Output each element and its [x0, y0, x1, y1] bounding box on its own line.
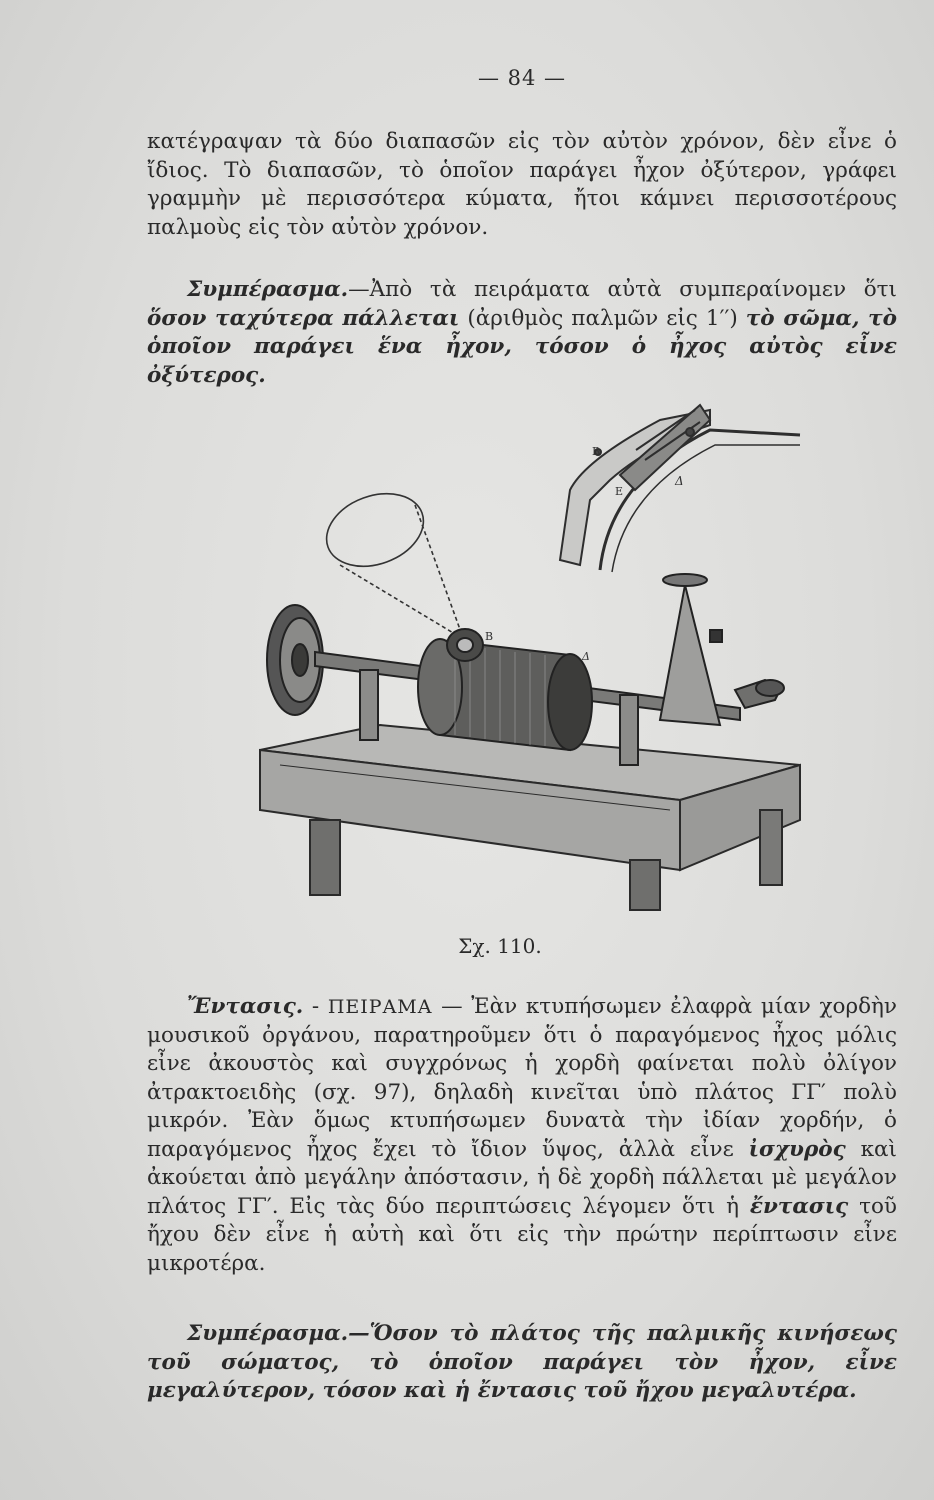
- intensity-separator: -: [303, 994, 328, 1019]
- conclusion-intro: Ἀπὸ τὰ πειράματα αὐτὰ συμπεραίνομεν ὅτι: [369, 277, 897, 302]
- recording-cylinder: [418, 639, 592, 750]
- paragraph-intensity: [147, 993, 897, 1278]
- conclusion-parenthetical: (ἀριθμὸς παλμῶν εἰς 1′′): [459, 305, 746, 331]
- conclusion-label: Συμπέρασμα.: [187, 277, 349, 302]
- funnel-outline: [316, 481, 465, 640]
- label-e: Ε: [615, 485, 624, 498]
- intensity-emphasis: ἔντασις: [749, 1193, 849, 1219]
- label-b: Β: [485, 630, 494, 643]
- conclusion-emphasis-1: ὅσον ταχύτερα πάλλεται: [147, 305, 460, 331]
- conclusion-emphasis-2: τὸ σῶμα, τὸ ὁποῖον παράγει ἕνα ἦχον, τόσον ὁ ἦχος αὐτὸς εἶνε ὀξύτερος.: [147, 305, 897, 388]
- phonograph-illustration: [240, 390, 820, 920]
- intensity-bold-word: ἰσχυρὸς: [748, 1136, 846, 1162]
- intensity-title: Ἔντασις.: [187, 994, 304, 1019]
- label-b-top: Β: [592, 445, 601, 458]
- intensity-text-3: τοῦ ἤχου δὲν εἶνε ἡ αὐτὴ καὶ ὅτι εἰς τὴν πρώτην περίπτωσιν εἶνε μικροτέρα.: [147, 1193, 897, 1276]
- label-d-top: Δ: [675, 474, 684, 488]
- diaphragm: [447, 629, 483, 661]
- stylus-detail-drawing: [560, 405, 800, 572]
- cone-stand: [660, 574, 722, 725]
- figure-caption: Σχ. 110.: [458, 934, 542, 958]
- paragraph-tuning-fork: κατέγραψαν τὰ δύο διαπασῶν εἰς τὸν αὐτὸν χρόνον, δὲν εἶνε ὁ ἴδιος. Τὸ διαπασῶν, τὸ ὁποῖον παράγει ἦχον ὀξύτερον, γράφει γραμμὴν μὲ περισσότερα κύματα, ἤτοι κάμνει περισσοτέρους παλμοὺς εἰς τὸν αὐτὸν χρόνον.: [147, 129, 897, 240]
- experiment-label: ΠΕΙΡΑΜΑ: [327, 996, 433, 1018]
- crank-handle: [735, 680, 784, 708]
- page-number: — 84 —: [477, 66, 567, 90]
- intensity-text-1: — Ἐὰν κτυπήσωμεν ἐλαφρὰ μίαν χορδὴν μουσικοῦ ὀργάνου, παρατηροῦμεν ὅτι ὁ παραγόμενος ἦχος μόλις εἶνε ἀκουστὸς καὶ συγχρόνως ἡ χορδὴ φαίνεται πολὺ ὀλίγον ἀτρακτοειδὴς (σχ. 97), δηλαδὴ κινεῖται ὑπὸ πλάτος ΓΓ′ πολὺ μικρόν. Ἐὰν ὅμως κτυπήσωμεν δυνατὰ τὴν ἰδίαν χορδήν, ὁ παραγόμενος ἦχος ἔχει τὸ ἴδιον ὕψος, ἀλλὰ εἶνε: [147, 994, 897, 1162]
- conclusion2-dash: —: [348, 1321, 370, 1346]
- conclusion2-label: Συμπέρασμα.: [187, 1321, 349, 1346]
- intensity-text-2: καὶ ἀκούεται ἀπὸ μεγάλην ἀπόστασιν, ἡ δὲ χορδὴ πάλλεται μὲ μεγάλον πλάτος ΓΓ′. Εἰς τὰς δύο περιπτώσεις λέγομεν ὅτι ἡ: [147, 1136, 897, 1219]
- conclusion2-text: Ὅσον τὸ πλάτος τῆς παλμικῆς κινήσεως τοῦ σώματος, τὸ ὁποῖον παράγει τὸν ἦχον, εἶνε μεγαλύτερον, τόσον καὶ ἡ ἔντασις τοῦ ἤχου μεγαλυτέρα.: [147, 1321, 897, 1403]
- conclusion-dash: —: [348, 277, 370, 302]
- paragraph-conclusion-pitch: [147, 276, 897, 390]
- base-table: [260, 725, 800, 910]
- label-d: Δ: [582, 650, 590, 663]
- paragraph-conclusion-intensity: [147, 1320, 897, 1406]
